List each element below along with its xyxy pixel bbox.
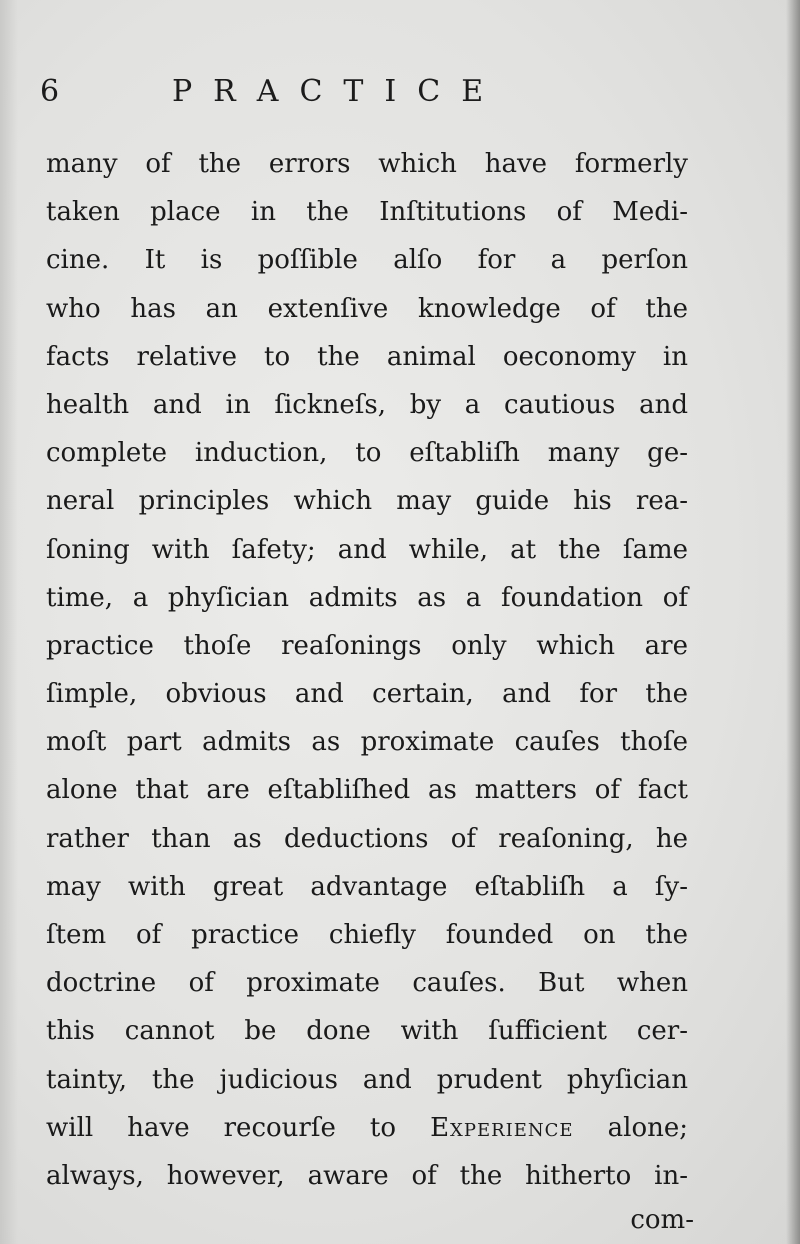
text-line: ſtem of practice chiefly founded on the <box>46 920 688 950</box>
text-line: who has an extenſive knowledge of the <box>46 293 688 324</box>
text-line: complete induction, to eſtabliſh many ge- <box>46 438 688 469</box>
text-line: ſoning with ſafety; and while, at the ſame <box>46 534 688 565</box>
text-line: taken place in the Inſtitutions of Medi- <box>46 197 688 228</box>
text-line: many of the errors which have formerly <box>46 149 688 179</box>
page-header <box>40 72 740 112</box>
text-line: cine. It is poſſible alſo for a perſon <box>46 245 688 276</box>
text-line: neral principles which may guide his rea- <box>46 486 688 517</box>
text-line: always, however, aware of the hitherto in- <box>46 1160 688 1191</box>
gutter-shadow <box>0 0 18 1244</box>
line-segment: alone; <box>607 1112 689 1143</box>
text-line: facts relative to the animal oeconomy in <box>46 341 688 372</box>
text-line: tainty, the judicious and prudent phyſician <box>46 1064 688 1095</box>
body-text <box>46 140 688 1200</box>
text-line: doctrine of proximate cauſes. But when <box>46 968 688 999</box>
text-line: practice thoſe reaſonings only which are <box>46 630 688 661</box>
text-line: health and in ſickneſs, by a cautious and <box>46 389 688 420</box>
text-line: rather than as deductions of reaſoning, he <box>46 823 688 854</box>
catchword: com- <box>630 1205 694 1235</box>
text-line: alone that are eſtabliſhed as matters of fact <box>46 775 688 806</box>
line-segment: will have recourſe to <box>46 1112 396 1143</box>
page-edge-shadow <box>786 0 800 1244</box>
page-number: 6 <box>40 74 60 109</box>
text-line: this cannot be done with ſufficient cer- <box>46 1016 688 1047</box>
text-line: time, a phyſician admits as a foundation of <box>46 582 688 613</box>
text-line-experience <box>46 1104 688 1152</box>
small-caps-word: Experience <box>430 1112 574 1143</box>
text-line: moſt part admits as proximate cauſes thoſe <box>46 727 688 758</box>
running-head: PRACTICE <box>172 74 505 109</box>
text-line: ſimple, obvious and certain, and for the <box>46 679 688 710</box>
text-line: may with great advantage eſtabliſh a ſy- <box>46 871 688 902</box>
